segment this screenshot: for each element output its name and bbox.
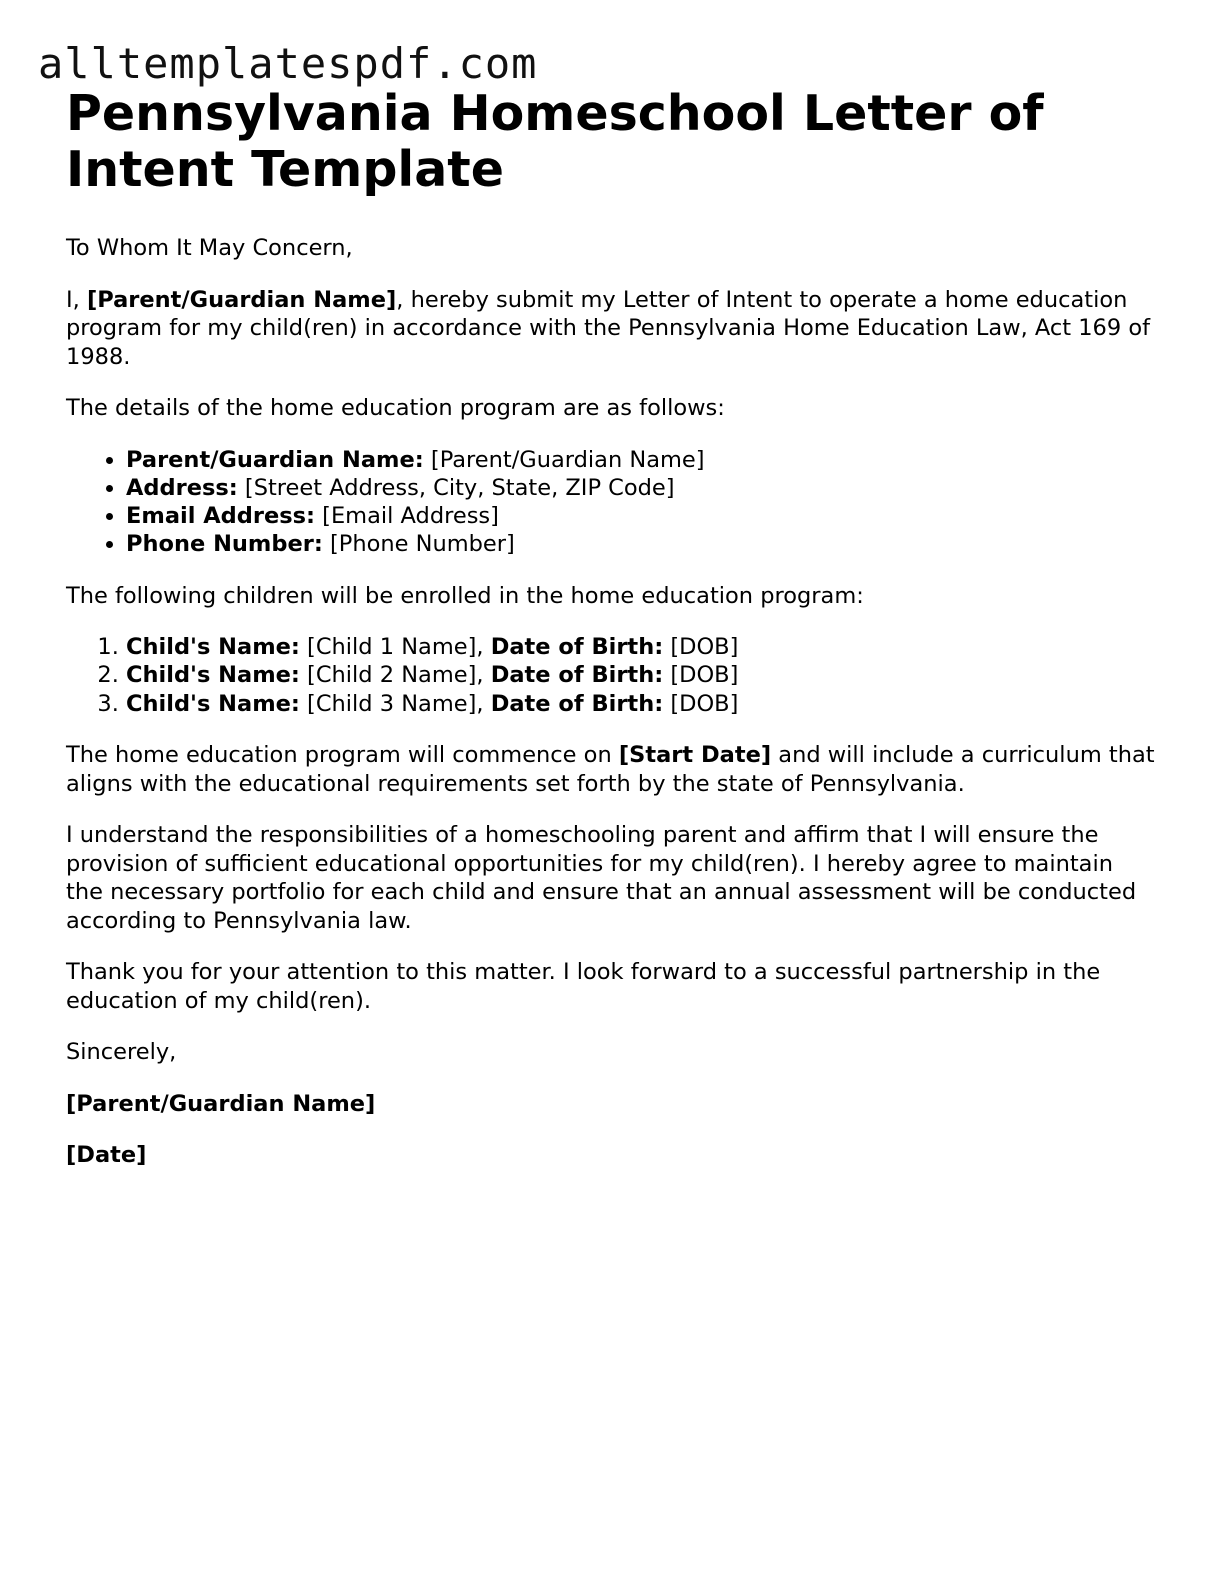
child-dob-label: Date of Birth: <box>490 662 664 689</box>
detail-value: [Email Address] <box>315 503 499 530</box>
child-name-value: [Child 2 Name], <box>299 662 491 689</box>
child-dob-label: Date of Birth: <box>490 690 664 717</box>
page-title: Pennsylvania Homeschool Letter of Intent Template <box>66 85 1044 198</box>
intro-paragraph <box>66 286 1156 372</box>
children-list <box>66 633 1156 718</box>
list-item <box>126 474 1156 502</box>
salutation: To Whom It May Concern, <box>66 235 353 261</box>
start-date-placeholder: [Start Date] <box>618 742 772 769</box>
list-item <box>126 690 1156 718</box>
list-item <box>126 661 1156 689</box>
list-item <box>126 530 1156 558</box>
child-dob-value: [DOB] <box>663 634 739 661</box>
child-name-label: Child's Name: <box>126 690 300 717</box>
commence-suffix: and will include a curriculum that aligns with the educational requirements set forth by the state of Pennsylvania. <box>66 742 1155 797</box>
intro-parent-placeholder: [Parent/Guardian Name] <box>86 286 397 313</box>
signature-date-placeholder: [Date] <box>66 1142 147 1169</box>
site-watermark: alltemplatespdf.com <box>38 39 538 88</box>
list-item <box>126 446 1156 474</box>
list-item <box>126 633 1156 661</box>
child-dob-value: [DOB] <box>663 690 739 717</box>
child-name-label: Child's Name: <box>126 662 300 689</box>
detail-label: Phone Number: <box>126 531 323 558</box>
thanks-paragraph: Thank you for your attention to this matter. I look forward to a successful partnership in the education of my child(ren). <box>66 959 1101 1014</box>
signature-name-placeholder: [Parent/Guardian Name] <box>66 1090 376 1117</box>
children-intro: The following children will be enrolled in the home education program: <box>66 582 864 609</box>
signature-date <box>66 1141 1156 1170</box>
intro-prefix: I, <box>66 286 87 313</box>
child-name-value: [Child 3 Name], <box>299 690 491 717</box>
details-list <box>66 446 1156 559</box>
detail-label: Email Address: <box>126 503 316 530</box>
signature-name <box>66 1090 1156 1119</box>
responsibilities-paragraph: I understand the responsibilities of a homeschooling parent and affirm that I will ensure the provision of sufficient educational opportunities for my child(ren). I hereby agree to maintain the necessary portfolio for each child and ensure that an annual assessment will be conducted according to Pennsylvania law. <box>66 822 1137 934</box>
detail-value: [Street Address, City, State, ZIP Code] <box>237 474 675 501</box>
detail-label: Address: <box>126 474 238 501</box>
child-dob-label: Date of Birth: <box>490 634 664 661</box>
intro-suffix: , hereby submit my Letter of Intent to operate a home education program for my child(ren) in accordance with the Pennsylvania Home Education Law, Act 169 of 1988. <box>66 286 1151 370</box>
details-intro: The details of the home education program are as follows: <box>66 395 725 421</box>
child-name-label: Child's Name: <box>126 634 300 661</box>
commence-prefix: The home education program will commence on <box>66 742 619 769</box>
child-dob-value: [DOB] <box>663 662 739 689</box>
list-item <box>126 502 1156 530</box>
child-name-value: [Child 1 Name], <box>299 634 491 661</box>
letter-document <box>66 86 1156 1170</box>
commence-paragraph <box>66 741 1156 798</box>
closing: Sincerely, <box>66 1039 177 1066</box>
detail-label: Parent/Guardian Name: <box>126 446 424 473</box>
detail-value: [Phone Number] <box>322 531 515 558</box>
detail-value: [Parent/Guardian Name] <box>423 446 705 473</box>
